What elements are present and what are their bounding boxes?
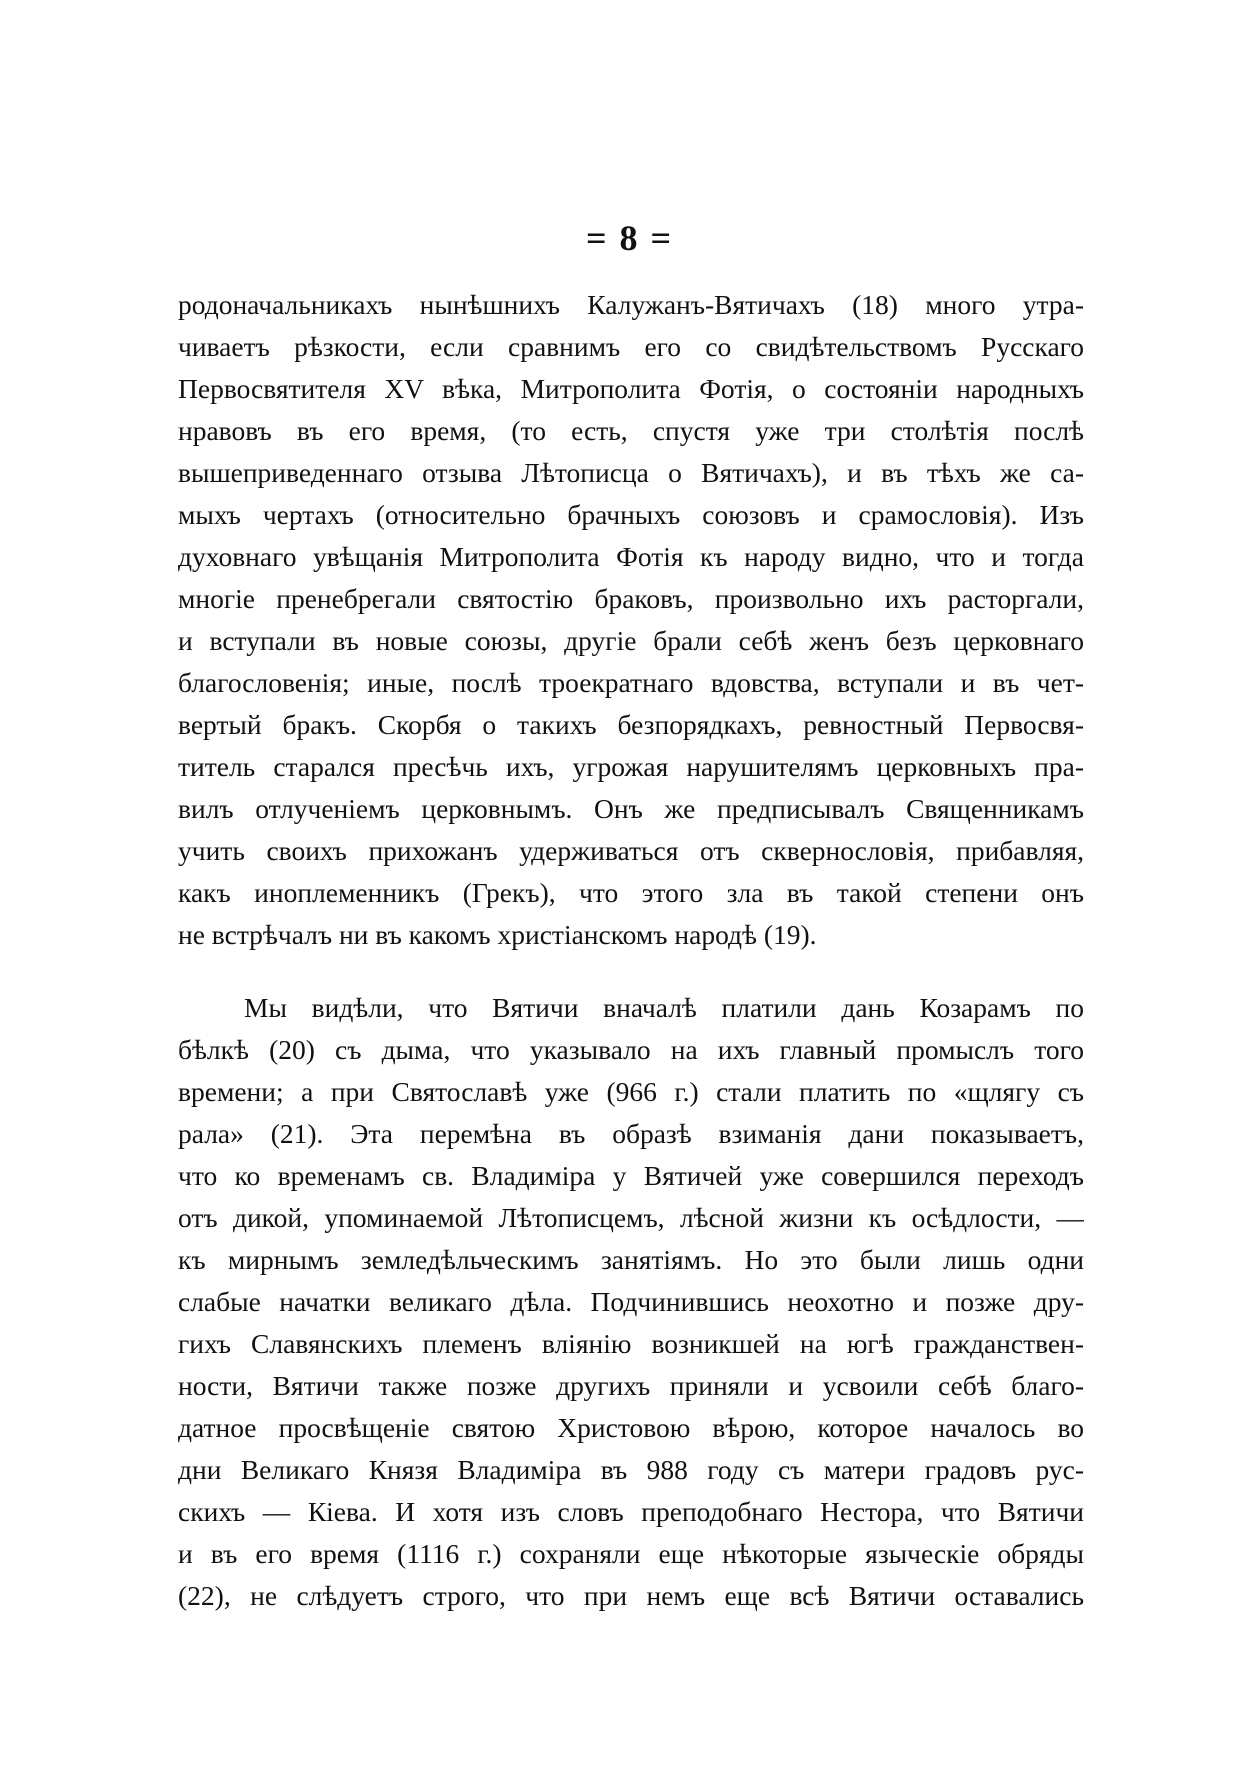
text-line: вертый бракъ. Скорбя о такихъ безпорядкахъ, ревностный Первосвя- [178,709,1084,740]
text-line: (22), не слѣдуетъ строго, что при немъ еще всѣ Вятичи оставались [178,1580,1084,1611]
text-line: отъ дикой, упоминаемой Лѣтописцемъ, лѣсной жизни къ осѣдлости, — [178,1202,1084,1233]
text-line: и вступали въ новые союзы, другіе брали себѣ женъ безъ церковнаго [178,625,1084,656]
paragraph-1 [178,284,1084,956]
text-line: духовнаго увѣщанія Митрополита Фотія къ народу видно, что и тогда [178,541,1084,572]
text-line: вышеприведеннаго отзыва Лѣтописца о Вятичахъ), и въ тѣхъ же са- [178,457,1084,488]
text-line: родоначальникахъ нынѣшнихъ Калужанъ-Вятичахъ (18) много утра- [178,289,1084,320]
text-line: скихъ — Кіева. И хотя изъ словъ преподобнаго Нестора, что Вятичи [178,1496,1084,1527]
text-line: гихъ Славянскихъ племенъ вліянію возникшей на югѣ гражданствен- [178,1328,1084,1359]
paragraph-2 [178,987,1084,1617]
text-line: титель старался пресѣчь ихъ, угрожая нарушителямъ церковныхъ пра- [178,751,1084,782]
text-line: Первосвятителя XV вѣка, Митрополита Фотія, о состояніи народныхъ [178,373,1084,404]
text-line: вилъ отлученіемъ церковнымъ. Онъ же предписывалъ Священникамъ [178,793,1084,824]
text-line: нравовъ въ его время, (то есть, спустя уже три столѣтія послѣ [178,415,1084,446]
text-line: дни Великаго Князя Владиміра въ 988 году съ матери градовъ рус- [178,1454,1084,1485]
text-line: мыхъ чертахъ (относительно брачныхъ союзовъ и срамословія). Изъ [178,499,1084,530]
text-line: благословенія; иные, послѣ троекратнаго вдовства, вступали и въ чет- [178,667,1084,698]
text-line: многіе пренебрегали святостію браковъ, произвольно ихъ расторгали, [178,583,1084,614]
text-line: и въ его время (1116 г.) сохраняли еще нѣкоторые языческіе обряды [178,1538,1084,1569]
text-line: къ мирнымъ земледѣльческимъ занятіямъ. Но это были лишь одни [178,1244,1084,1275]
text-line: не встрѣчалъ ни въ какомъ христіанскомъ народѣ (19). [178,919,817,950]
body-text [178,284,1084,1617]
text-line: времени; а при Святославѣ уже (966 г.) стали платить по «щлягу съ [178,1076,1084,1107]
text-line: чиваетъ рѣзкости, если сравнимъ его со свидѣтельствомъ Русскаго [178,331,1084,362]
text-line: какъ иноплеменникъ (Грекъ), что этого зла въ такой степени онъ [178,877,1084,908]
page-number: = 8 = [585,218,674,258]
text-line: Мы видѣли, что Вятичи вначалѣ платили дань Козарамъ по [244,992,1084,1023]
text-line: датное просвѣщеніе святою Христовою вѣрою, которое началось во [178,1412,1084,1443]
text-line: бѣлкѣ (20) съ дыма, что указывало на ихъ главный промыслъ того [178,1034,1084,1065]
text-line: что ко временамъ св. Владиміра у Вятичей уже совершился переходъ [178,1160,1084,1191]
text-line: слабые начатки великаго дѣла. Подчинившись неохотно и позже дру- [178,1286,1084,1317]
text-line: рала» (21). Эта перемѣна въ образѣ взиманія дани показываетъ, [178,1118,1084,1149]
paragraph-spacer [178,956,1084,987]
text-line: ности, Вятичи также позже другихъ приняли и усвоили себѣ благо- [178,1370,1084,1401]
text-line: учить своихъ прихожанъ удерживаться отъ сквернословія, прибавляя, [178,835,1084,866]
